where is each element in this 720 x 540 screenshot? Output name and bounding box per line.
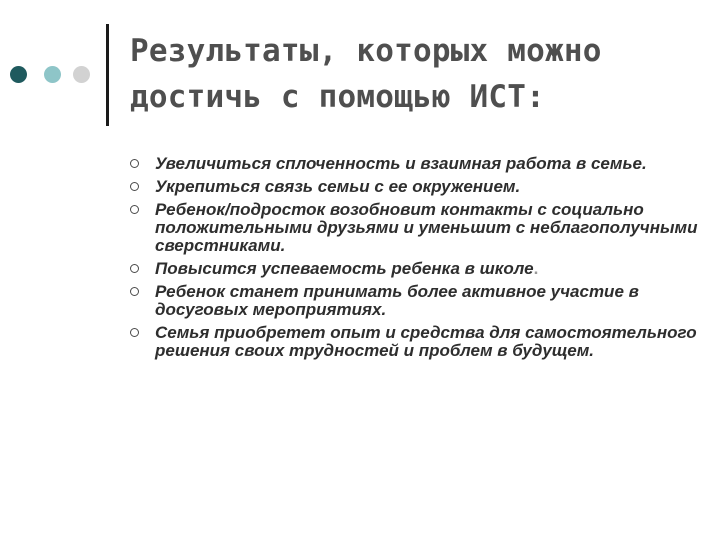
bullet-circle-icon bbox=[130, 264, 139, 273]
slide-title: Результаты, которых можно достичь с помощью ИСТ: bbox=[130, 33, 602, 115]
bullet-text: Укрепиться связь семьи с ее окружением. bbox=[155, 177, 521, 196]
bullet-item bbox=[128, 283, 698, 319]
bullet-text: Повысится успеваемость ребенка в школе bbox=[155, 259, 534, 278]
bullet-item bbox=[128, 324, 698, 360]
bullet-text: Увеличиться сплоченность и взаимная работа в семье. bbox=[155, 154, 647, 173]
bullet-text: Ребенок/подросток возобновит контакты с социально положительными друзьями и уменьшит с неблагополучными сверстниками. bbox=[155, 200, 698, 255]
bullet-item bbox=[128, 155, 698, 173]
bullet-list bbox=[128, 155, 698, 365]
bullet-text: Семья приобретет опыт и средства для самостоятельного решения своих трудностей и проблем в будущем. bbox=[155, 323, 697, 360]
light-teal-dot-icon bbox=[44, 66, 61, 83]
decorative-dots bbox=[10, 66, 96, 84]
bullet-circle-icon bbox=[130, 205, 139, 214]
bullet-circle-icon bbox=[130, 159, 139, 168]
gray-dot-icon bbox=[73, 66, 90, 83]
bullet-circle-icon bbox=[130, 182, 139, 191]
bullet-circle-icon bbox=[130, 287, 139, 296]
bullet-item bbox=[128, 178, 698, 196]
bullet-item bbox=[128, 260, 698, 278]
bullet-item bbox=[128, 201, 698, 255]
title-divider-line bbox=[106, 24, 109, 126]
bullet-text: Ребенок станет принимать более активное участие в досуговых мероприятиях. bbox=[155, 282, 639, 319]
dark-teal-dot-icon bbox=[10, 66, 27, 83]
bullet-trailing-period: . bbox=[533, 259, 539, 278]
bullet-circle-icon bbox=[130, 328, 139, 337]
